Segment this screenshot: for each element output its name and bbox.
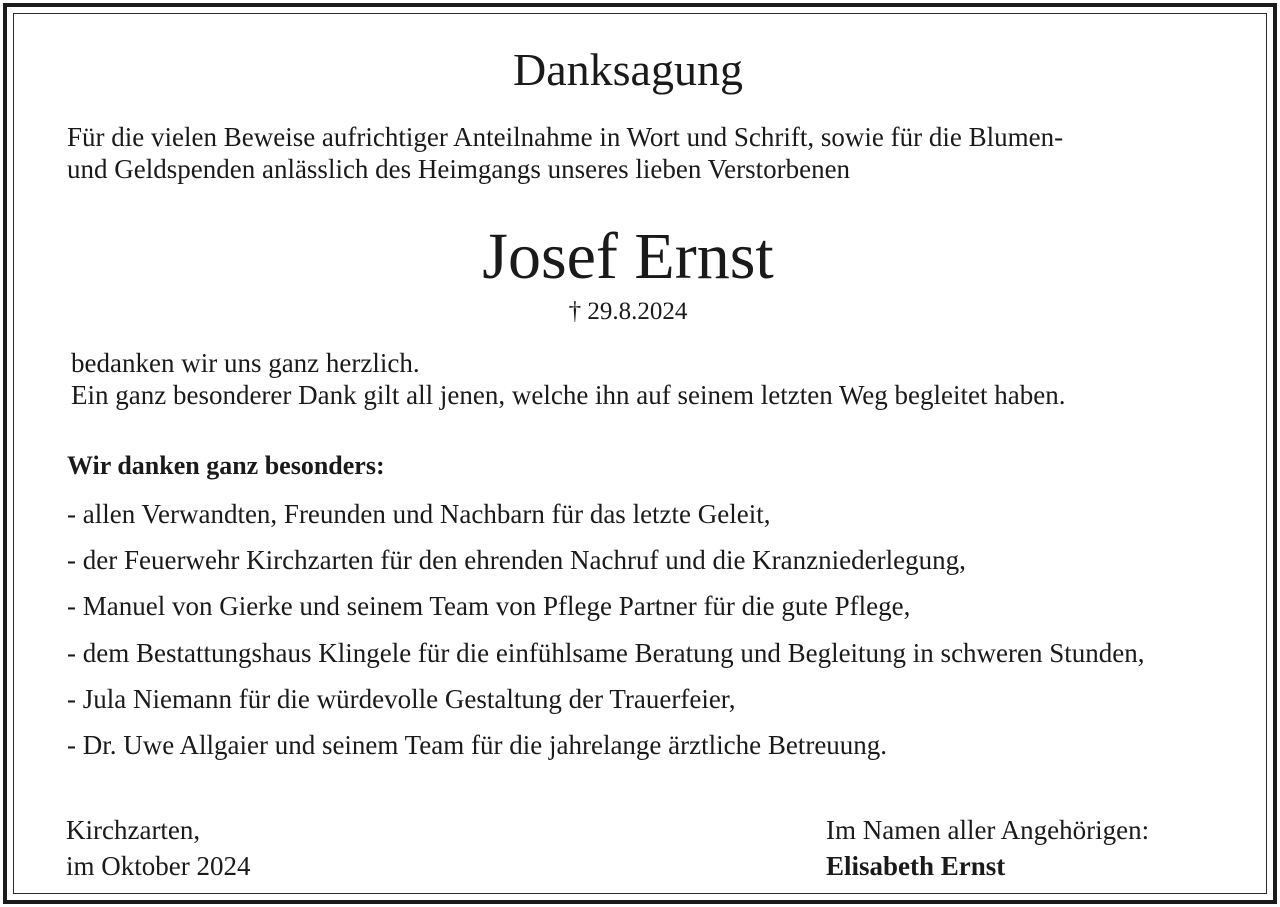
signature-line: Im Namen aller Angehörigen: — [826, 815, 1150, 845]
intro-text — [67, 121, 1063, 185]
signature-block — [826, 812, 1149, 884]
place-and-date — [66, 812, 250, 884]
deceased-name: Josef Ernst — [482, 220, 774, 293]
list-item: - der Feuerwehr Kirchzarten für den ehrenden Nachruf und die Kranzniederlegung, — [67, 545, 966, 576]
list-item: - Manuel von Gierke und seinem Team von Pflege Partner für die gute Pflege, — [67, 591, 911, 622]
list-item: - allen Verwandten, Freunden und Nachbarn für das letzte Geleit, — [67, 499, 771, 529]
thanks-list — [67, 496, 1145, 773]
thanks-line: bedanken wir uns ganz herzlich. — [71, 348, 420, 378]
list-item: - Dr. Uwe Allgaier und seinem Team für die jahrelange ärztliche Betreuung. — [67, 729, 888, 760]
signer-name: Elisabeth Ernst — [826, 851, 1006, 881]
list-heading: Wir danken ganz besonders: — [67, 451, 385, 480]
list-item: - Jula Niemann für die würdevolle Gestaltung der Trauerfeier, — [67, 683, 736, 714]
notice-title: Danksagung — [513, 44, 743, 95]
death-date: † 29.8.2024 — [568, 298, 688, 325]
thanks-line: Ein ganz besonderer Dank gilt all jenen, welche ihn auf seinem letzten Weg begleitet haben. — [71, 380, 1066, 410]
date-line: im Oktober 2024 — [66, 851, 251, 881]
list-item: - dem Bestattungshaus Klingele für die einfühlsame Beratung und Begleitung in schweren Stunden, — [67, 637, 1145, 668]
place-line: Kirchzarten, — [66, 815, 201, 845]
intro-line: Für die vielen Beweise aufrichtiger Anteilnahme in Wort und Schrift, sowie für die Blumen- — [67, 122, 1064, 152]
intro-line: und Geldspenden anlässlich des Heimgangs unseres lieben Verstorbenen — [67, 154, 851, 184]
thanks-text — [71, 347, 1065, 411]
